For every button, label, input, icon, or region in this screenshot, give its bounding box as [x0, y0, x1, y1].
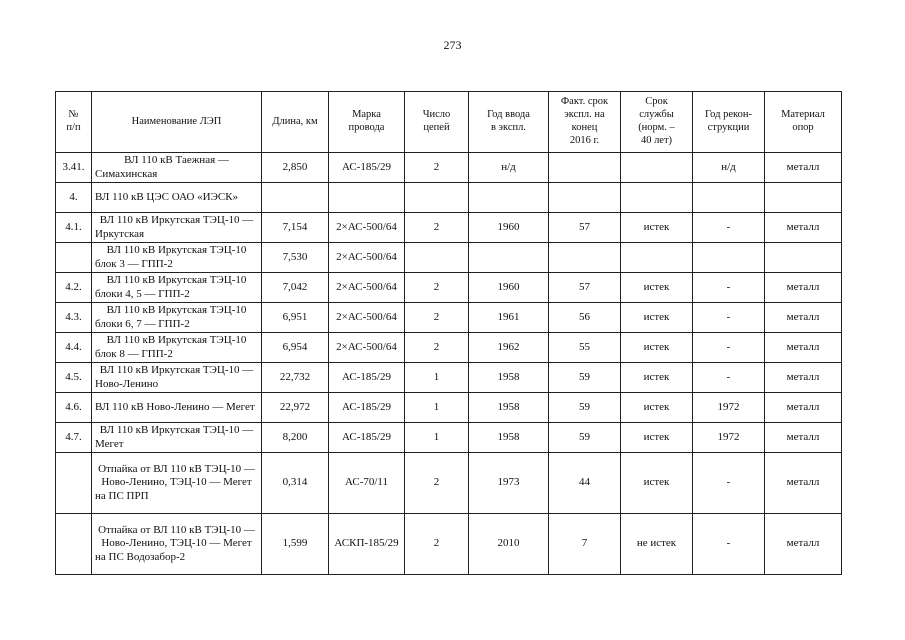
header-cell: Наименование ЛЭП: [92, 92, 262, 153]
power-lines-table: [55, 91, 842, 575]
line-name: ВЛ 110 кВ Иркутская ТЭЦ-10 блок 8 — ГПП-2: [92, 333, 262, 363]
line-name: ВЛ 110 кВ Иркутская ТЭЦ-10 блоки 6, 7 — ГПП-2: [92, 303, 262, 333]
commissioning-year: 1962: [469, 333, 549, 363]
line-length: 6,951: [262, 303, 329, 333]
circuit-count: 2: [405, 333, 469, 363]
table-row: [56, 333, 842, 363]
row-number: [56, 514, 92, 575]
wire-brand: АС-185/29: [329, 393, 405, 423]
wire-brand: АС-70/11: [329, 453, 405, 514]
wire-brand: 2×АС-500/64: [329, 213, 405, 243]
line-name: ВЛ 110 кВ Иркутская ТЭЦ-10 блок 3 — ГПП-2: [92, 243, 262, 273]
header-cell: Год ввода в экспл.: [469, 92, 549, 153]
actual-service-years: 56: [549, 303, 621, 333]
table-row: [56, 453, 842, 514]
reconstruction-year: [693, 183, 765, 213]
row-number: 3.41.: [56, 153, 92, 183]
wire-brand: АС-185/29: [329, 153, 405, 183]
circuit-count: 2: [405, 453, 469, 514]
reconstruction-year: -: [693, 453, 765, 514]
actual-service-years: [549, 153, 621, 183]
wire-brand: 2×АС-500/64: [329, 273, 405, 303]
commissioning-year: [469, 243, 549, 273]
circuit-count: [405, 183, 469, 213]
header-cell: Срок службы (норм. – 40 лет): [621, 92, 693, 153]
reconstruction-year: -: [693, 213, 765, 243]
line-length: 2,850: [262, 153, 329, 183]
header-cell: Материал опор: [765, 92, 842, 153]
row-number: [56, 243, 92, 273]
commissioning-year: [469, 183, 549, 213]
service-life-status: [621, 243, 693, 273]
support-material: [765, 243, 842, 273]
commissioning-year: н/д: [469, 153, 549, 183]
line-name: ВЛ 110 кВ Иркутская ТЭЦ-10 — Мегет: [92, 423, 262, 453]
commissioning-year: 1961: [469, 303, 549, 333]
reconstruction-year: -: [693, 514, 765, 575]
circuit-count: 2: [405, 273, 469, 303]
support-material: металл: [765, 153, 842, 183]
line-length: 7,154: [262, 213, 329, 243]
wire-brand: АС-185/29: [329, 363, 405, 393]
wire-brand: АС-185/29: [329, 423, 405, 453]
line-length: 22,732: [262, 363, 329, 393]
wire-brand: 2×АС-500/64: [329, 333, 405, 363]
circuit-count: 2: [405, 213, 469, 243]
support-material: металл: [765, 363, 842, 393]
row-number: 4.: [56, 183, 92, 213]
line-name: ВЛ 110 кВ Иркутская ТЭЦ-10 — Иркутская: [92, 213, 262, 243]
table-row: [56, 213, 842, 243]
service-life-status: истек: [621, 333, 693, 363]
row-number: [56, 453, 92, 514]
commissioning-year: 1958: [469, 363, 549, 393]
wire-brand: 2×АС-500/64: [329, 303, 405, 333]
service-life-status: истек: [621, 453, 693, 514]
line-length: 0,314: [262, 453, 329, 514]
row-number: 4.6.: [56, 393, 92, 423]
table-row: [56, 273, 842, 303]
table-row: [56, 183, 842, 213]
line-name: Отпайка от ВЛ 110 кВ ТЭЦ-10 — Ново-Ленино, ТЭЦ-10 — Мегет на ПС Водозабор-2: [92, 514, 262, 575]
row-number: 4.3.: [56, 303, 92, 333]
commissioning-year: 1973: [469, 453, 549, 514]
circuit-count: 1: [405, 393, 469, 423]
service-life-status: [621, 153, 693, 183]
service-life-status: истек: [621, 213, 693, 243]
table-row: [56, 303, 842, 333]
actual-service-years: 57: [549, 213, 621, 243]
service-life-status: истек: [621, 273, 693, 303]
table-row: [56, 153, 842, 183]
table-row: [56, 363, 842, 393]
support-material: металл: [765, 514, 842, 575]
circuit-count: [405, 243, 469, 273]
service-life-status: не истек: [621, 514, 693, 575]
line-length: 6,954: [262, 333, 329, 363]
actual-service-years: 57: [549, 273, 621, 303]
commissioning-year: 1960: [469, 273, 549, 303]
commissioning-year: 1958: [469, 393, 549, 423]
line-length: 7,042: [262, 273, 329, 303]
actual-service-years: 59: [549, 363, 621, 393]
actual-service-years: [549, 243, 621, 273]
circuit-count: 2: [405, 153, 469, 183]
table-row: [56, 393, 842, 423]
service-life-status: истек: [621, 423, 693, 453]
support-material: металл: [765, 213, 842, 243]
line-length: 7,530: [262, 243, 329, 273]
header-cell: Число цепей: [405, 92, 469, 153]
row-number: 4.4.: [56, 333, 92, 363]
line-name: ВЛ 110 кВ ЦЭС ОАО «ИЭСК»: [92, 183, 262, 213]
reconstruction-year: 1972: [693, 423, 765, 453]
wire-brand: [329, 183, 405, 213]
circuit-count: 1: [405, 423, 469, 453]
reconstruction-year: -: [693, 273, 765, 303]
support-material: металл: [765, 423, 842, 453]
wire-brand: АСКП-185/29: [329, 514, 405, 575]
support-material: металл: [765, 333, 842, 363]
reconstruction-year: 1972: [693, 393, 765, 423]
header-cell: Факт. срок экспл. на конец 2016 г.: [549, 92, 621, 153]
support-material: металл: [765, 303, 842, 333]
line-name: ВЛ 110 кВ Таежная — Симахинская: [92, 153, 262, 183]
header-cell: Марка провода: [329, 92, 405, 153]
header-cell: Длина, км: [262, 92, 329, 153]
service-life-status: [621, 183, 693, 213]
reconstruction-year: -: [693, 333, 765, 363]
header-cell: Год рекон- струкции: [693, 92, 765, 153]
row-number: 4.5.: [56, 363, 92, 393]
actual-service-years: 7: [549, 514, 621, 575]
line-name: ВЛ 110 кВ Ново-Ленино — Мегет: [92, 393, 262, 423]
page-number: 273: [443, 38, 462, 52]
row-number: 4.7.: [56, 423, 92, 453]
actual-service-years: 44: [549, 453, 621, 514]
line-length: 8,200: [262, 423, 329, 453]
reconstruction-year: н/д: [693, 153, 765, 183]
table-row: [56, 243, 842, 273]
line-length: 1,599: [262, 514, 329, 575]
actual-service-years: 59: [549, 393, 621, 423]
line-length: [262, 183, 329, 213]
table-row: [56, 423, 842, 453]
actual-service-years: 59: [549, 423, 621, 453]
service-life-status: истек: [621, 303, 693, 333]
header-cell: № п/п: [56, 92, 92, 153]
service-life-status: истек: [621, 363, 693, 393]
commissioning-year: 1960: [469, 213, 549, 243]
reconstruction-year: -: [693, 363, 765, 393]
wire-brand: 2×АС-500/64: [329, 243, 405, 273]
service-life-status: истек: [621, 393, 693, 423]
support-material: [765, 183, 842, 213]
line-length: 22,972: [262, 393, 329, 423]
support-material: металл: [765, 393, 842, 423]
commissioning-year: 1958: [469, 423, 549, 453]
header-row: [56, 92, 842, 153]
row-number: 4.2.: [56, 273, 92, 303]
actual-service-years: [549, 183, 621, 213]
support-material: металл: [765, 273, 842, 303]
line-name: ВЛ 110 кВ Иркутская ТЭЦ-10 — Ново-Ленино: [92, 363, 262, 393]
actual-service-years: 55: [549, 333, 621, 363]
circuit-count: 2: [405, 514, 469, 575]
line-name: Отпайка от ВЛ 110 кВ ТЭЦ-10 — Ново-Ленино, ТЭЦ-10 — Мегет на ПС ПРП: [92, 453, 262, 514]
circuit-count: 2: [405, 303, 469, 333]
commissioning-year: 2010: [469, 514, 549, 575]
support-material: металл: [765, 453, 842, 514]
circuit-count: 1: [405, 363, 469, 393]
table-row: [56, 514, 842, 575]
reconstruction-year: [693, 243, 765, 273]
row-number: 4.1.: [56, 213, 92, 243]
line-name: ВЛ 110 кВ Иркутская ТЭЦ-10 блоки 4, 5 — ГПП-2: [92, 273, 262, 303]
reconstruction-year: -: [693, 303, 765, 333]
